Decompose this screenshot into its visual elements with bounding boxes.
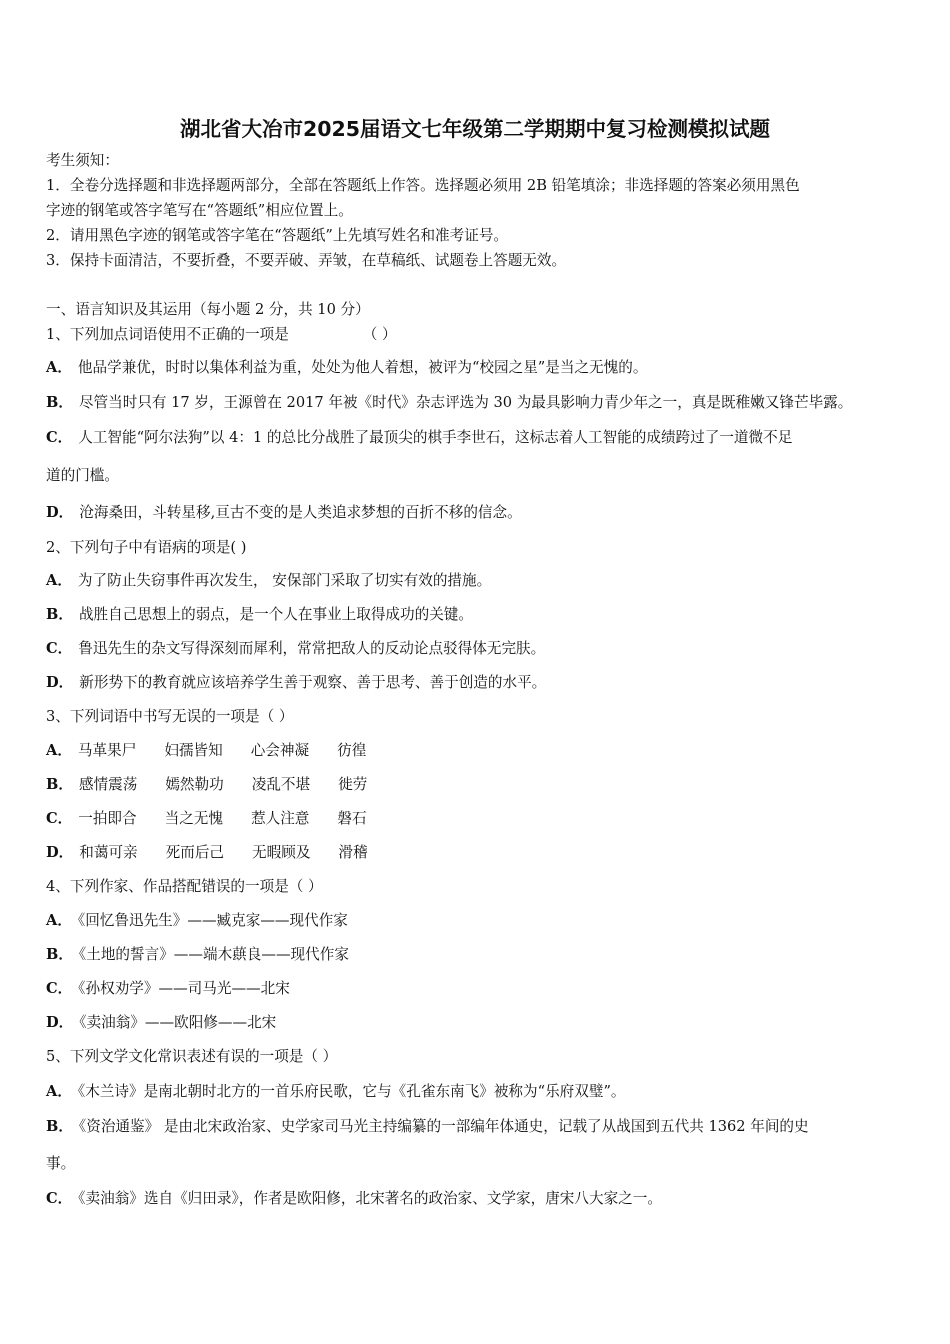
word: 一拍即合 [78,810,137,827]
word: 当之无愧 [164,810,223,827]
option-label: A． [46,1083,72,1100]
option-label: C． [46,810,73,827]
option-label: C． [46,1190,73,1207]
q4-option-c [46,979,290,999]
option-text: 《孙权劝学》——司马光——北宋 [78,980,290,997]
q2-option-c [46,639,545,659]
q4-option-b [46,945,349,965]
word: 滑稽 [338,844,368,861]
question-1-stem [46,325,397,345]
option-label: B． [46,776,73,793]
q2-option-b [46,605,473,625]
question-1-text: 1、下列加点词语使用不正确的一项是 [46,326,289,343]
notice-heading: 考生须知： [46,152,119,169]
q2-option-a [46,571,491,591]
word: 嫣然勒功 [165,776,224,793]
option-text: 《资治通鉴》 是由北宋政治家、史学家司马光主持编纂的一部编年体通史，记载了从战国到五代共 1362 年间的史 [78,1118,809,1135]
notice-item-2: 2．请用黑色字迹的钢笔或答字笔在“答题纸”上先填写姓名和准考证号。 [46,227,509,244]
option-label: C． [46,429,73,446]
page-title: 湖北省大冶市2025届语文七年级第二学期期中复习检测模拟试题 [179,117,771,141]
word: 感情震荡 [78,776,138,793]
notice-item-3: 3．保持卡面清洁，不要折叠，不要弄破、弄皱，在草稿纸、试题卷上答题无效。 [46,252,567,269]
word: 磐石 [337,810,367,827]
option-text: 鲁迅先生的杂文写得深刻而犀利，常常把敌人的反动论点驳得体无完肤。 [78,640,546,657]
q3-option-b [46,775,367,795]
q1-option-c-cont: 道的门槛。 [46,467,119,484]
word: 徙劳 [338,776,368,793]
option-text: 新形势下的教育就应该培养学生善于观察、善于思考、善于创造的水平。 [79,674,547,691]
option-text: 《卖油翁》——欧阳修——北宋 [79,1014,277,1031]
option-label: A． [46,912,72,929]
option-text: 为了防止失窃事件再次发生， 安保部门采取了切实有效的措施。 [77,572,492,589]
option-text: 《卖油翁》选自《归田录》，作者是欧阳修，北宋著名的政治家、文学家，唐宋八大家之一。 [78,1190,662,1207]
question-4-stem: 4、下列作家、作品搭配错误的一项是（ ） [46,878,323,895]
option-text: 《回忆鲁迅先生》——臧克家——现代作家 [77,912,348,929]
word: 死而后己 [165,844,225,861]
option-text: 他品学兼优，时时以集体利益为重，处处为他人着想，被评为“校园之星”是当之无愧的。 [77,359,648,376]
option-label: B． [46,946,73,963]
option-label: B． [46,1118,73,1135]
q5-option-a [46,1082,626,1102]
q1-option-b [46,393,852,413]
q1-option-c [46,428,792,448]
section-heading: 一、语言知识及其运用（每小题 2 分，共 10 分） [46,301,370,318]
option-text: 战胜自己思想上的弱点，是一个人在事业上取得成功的关键。 [78,606,473,623]
question-1-blank: （ ） [362,326,397,343]
question-5-stem: 5、下列文学文化常识表述有误的一项是（ ） [46,1048,338,1065]
option-label: D． [46,844,74,861]
q3-option-d [46,843,368,863]
notice-item-1-cont: 字迹的钢笔或答字笔写在“答题纸”相应位置上。 [46,202,353,219]
option-label: D． [46,504,74,521]
option-label: A． [46,572,72,589]
option-text: 沧海桑田，斗转星移,亘古不变的是人类追求梦想的百折不移的信念。 [79,504,522,521]
q5-option-b [46,1117,809,1137]
word: 心会神凝 [250,742,310,759]
word: 妇孺皆知 [164,742,223,759]
option-label: A． [46,359,72,376]
word: 彷徨 [337,742,367,759]
option-text: 《土地的誓言》——端木蕻良——现代作家 [78,946,349,963]
option-text: 尽管当时只有 17 岁，王源曾在 2017 年被《时代》杂志评选为 30 为最具影响力青少年之一，真是既稚嫩又锋芒毕露。 [78,394,853,411]
q3-option-c [46,809,367,829]
option-label: B． [46,394,73,411]
option-label: C． [46,640,73,657]
word: 惹人注意 [251,810,310,827]
q5-option-b-cont: 事。 [46,1155,76,1172]
option-label: D． [46,1014,74,1031]
option-label: A． [46,742,72,759]
q5-option-c [46,1189,662,1209]
option-text: 人工智能“阿尔法狗”以 4：1 的总比分战胜了最顶尖的棋手李世石，这标志着人工智能的成绩跨过了一道微不足 [78,429,793,446]
option-label: D． [46,674,74,691]
option-label: B． [46,606,73,623]
q1-option-a [46,358,647,378]
q3-option-a [46,741,366,761]
question-2-stem: 2、下列句子中有语病的项是( ) [46,539,247,556]
option-label: C． [46,980,73,997]
q2-option-d [46,673,546,693]
word: 无暇顾及 [252,844,311,861]
q4-option-a [46,911,348,931]
q4-option-d [46,1013,276,1033]
word: 和蔼可亲 [79,844,138,861]
question-3-stem: 3、下列词语中书写无误的一项是（ ） [46,708,294,725]
option-text: 《木兰诗》是南北朝时北方的一首乐府民歌，它与《孔雀东南飞》被称为“乐府双璧”。 [77,1083,626,1100]
word: 凌乱不堪 [251,776,311,793]
word: 马革果尸 [77,742,137,759]
notice-item-1: 1．全卷分选择题和非选择题两部分，全部在答题纸上作答。选择题必须用 2B 铅笔填涂；非选择题的答案必须用黑色 [46,177,800,194]
q1-option-d [46,503,522,523]
